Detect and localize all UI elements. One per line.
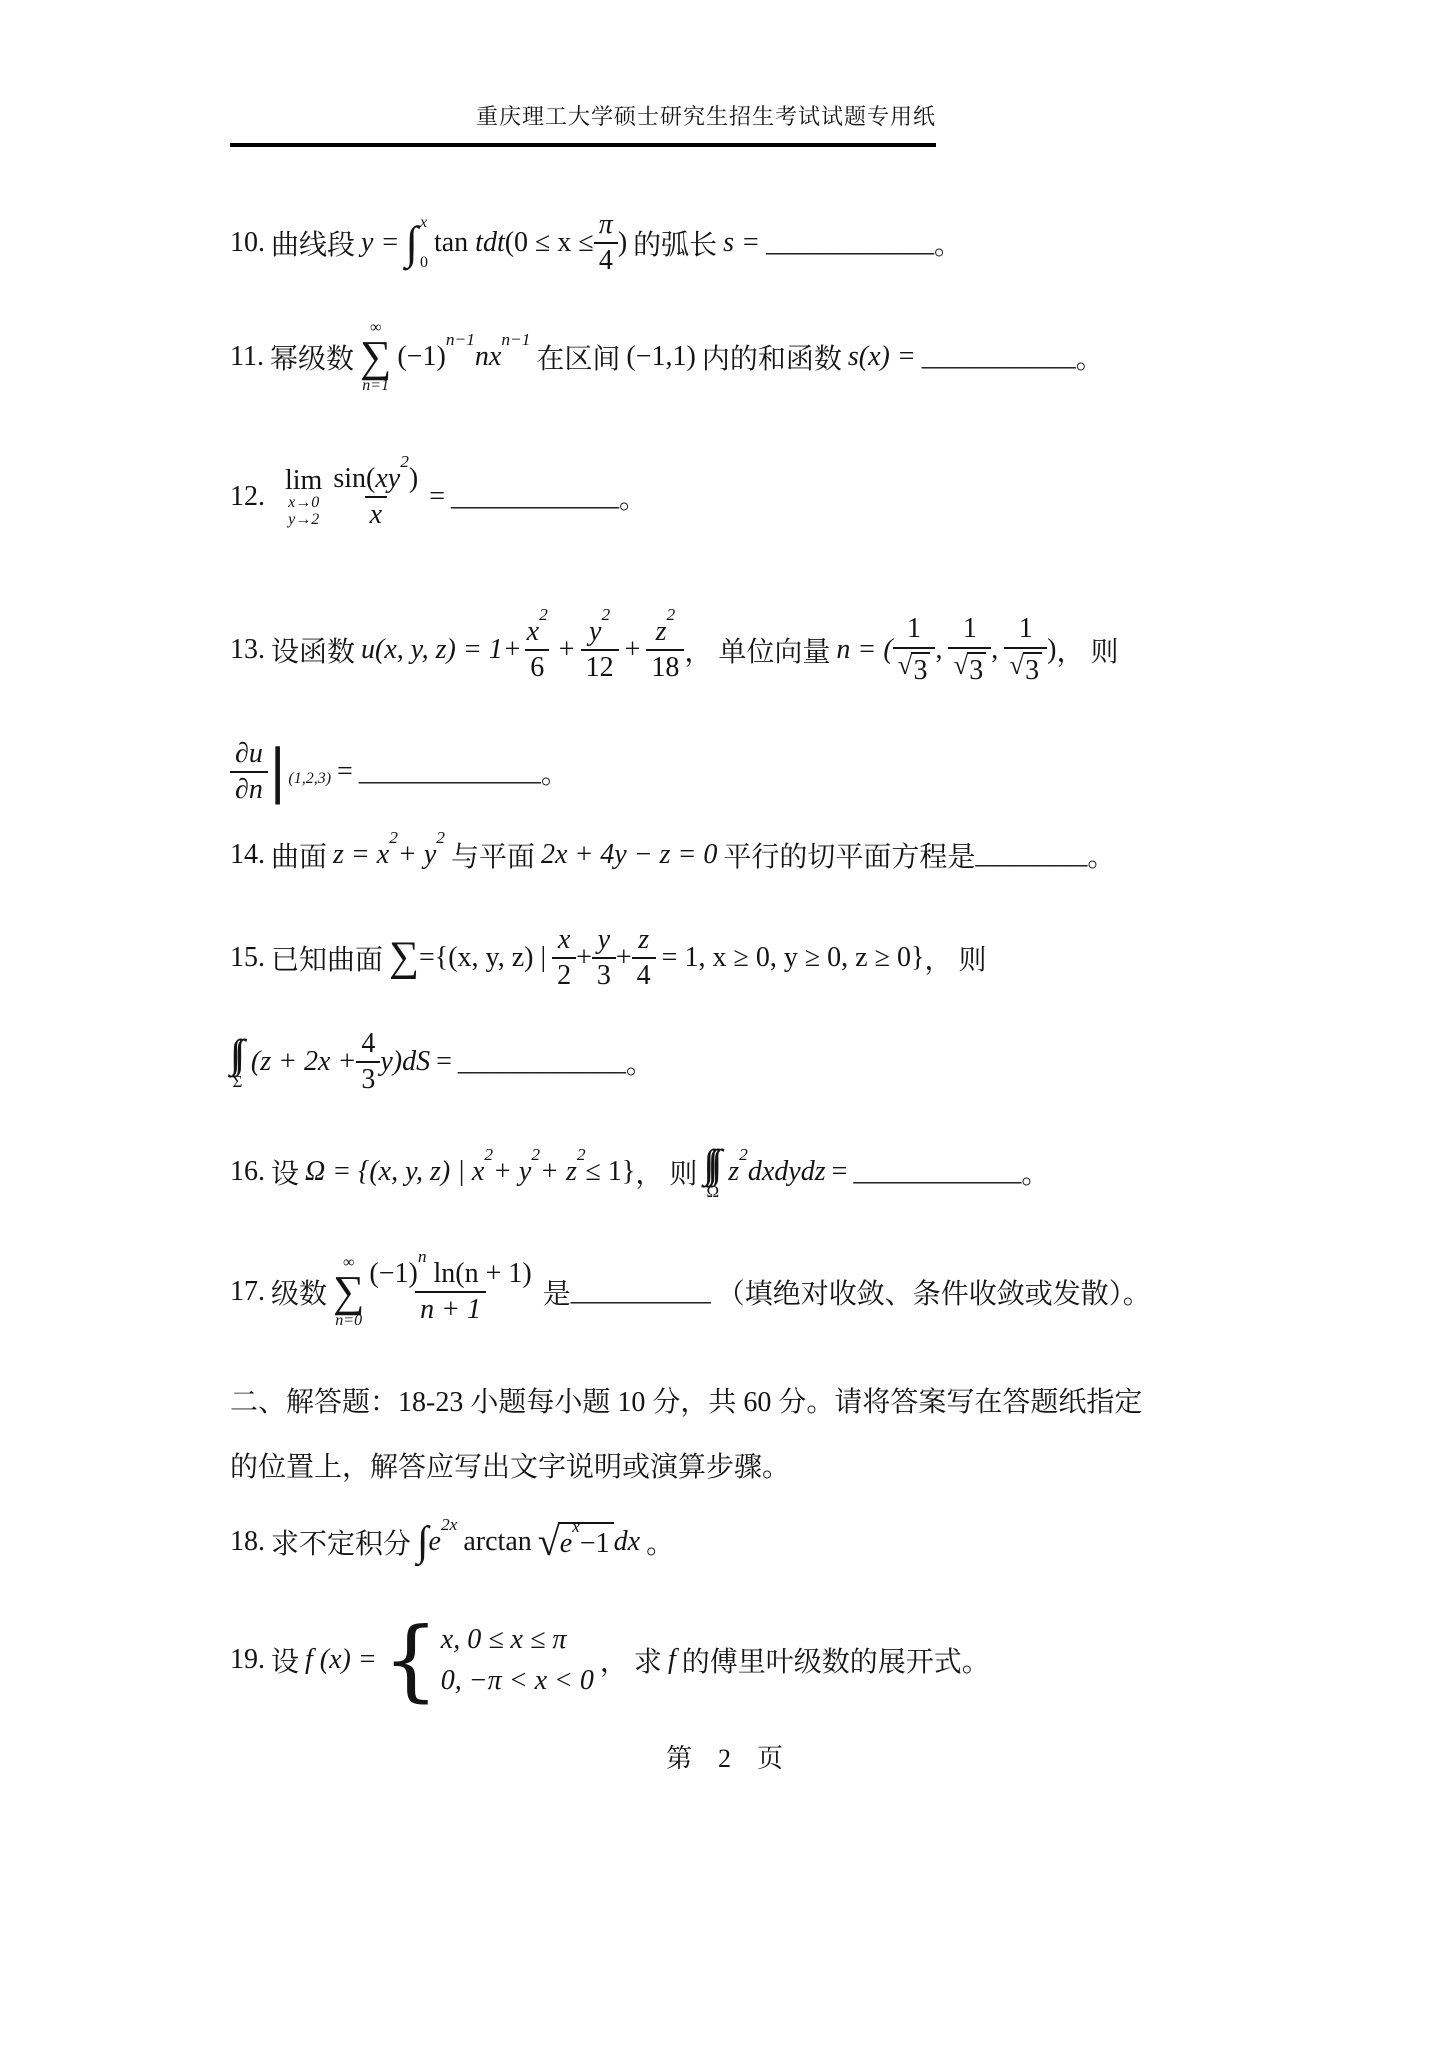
- fraction-x2-6: [522, 604, 553, 684]
- question-text: 求: [633, 1647, 662, 1678]
- math-variable: Ω = {(x, y, z) | x: [305, 1156, 485, 1187]
- answer-blank: ____________: [451, 481, 620, 512]
- superscript: n−1: [501, 330, 531, 350]
- fraction-numerator: [364, 1246, 536, 1291]
- superscript: 2: [436, 828, 445, 848]
- fraction-denominator: [893, 647, 936, 687]
- page-number: 第 2 页: [665, 1744, 783, 1773]
- comma: ,: [935, 634, 943, 665]
- question-16: [230, 1124, 1050, 1220]
- superscript: 2: [666, 604, 676, 624]
- fraction-denominator: 3: [356, 1061, 380, 1096]
- answer-blank: __________: [570, 1276, 711, 1307]
- question-text: 的弧长: [633, 230, 718, 261]
- section-2-line2: [230, 1445, 950, 1485]
- superscript: 2: [484, 1145, 494, 1165]
- period: 。: [540, 759, 569, 790]
- answer-blank: ___________: [921, 341, 1076, 372]
- comma: ,: [991, 634, 999, 665]
- question-text: 设: [271, 1647, 300, 1678]
- plus-sign: +: [624, 634, 641, 665]
- radicand: 3: [911, 652, 930, 687]
- fraction-4-3: [356, 1028, 380, 1096]
- math-fragment: [434, 227, 594, 259]
- superscript: x: [572, 1517, 580, 1537]
- math-fragment: ): [1047, 634, 1057, 665]
- question-number: 16.: [230, 1156, 265, 1187]
- fraction-numerator: 1: [1018, 613, 1033, 645]
- case-2: 0, −π < x < 0: [440, 1664, 594, 1696]
- question-13-line1: [230, 595, 1119, 705]
- summation: [360, 320, 391, 394]
- triple-integral: [703, 1140, 722, 1201]
- fraction-numerator: π: [598, 208, 613, 240]
- function-name: tan: [433, 227, 469, 258]
- fraction-numerator: [522, 604, 553, 649]
- period: 。: [646, 1529, 675, 1560]
- fraction-pi-4: [594, 209, 618, 277]
- section-heading: 二、解答题：18-23 小题每小题 10 分，共 60 分。请将答案写在答题纸指定: [230, 1387, 1143, 1418]
- math-variable: y: [589, 615, 602, 647]
- math-fragment: f (x) =: [305, 1644, 377, 1675]
- fraction-numerator: x: [557, 923, 571, 955]
- question-number: 10.: [230, 227, 265, 258]
- integral: [405, 212, 428, 274]
- math-variable: dxdydz: [747, 1156, 826, 1187]
- function-name: ln(n + 1): [433, 1257, 532, 1289]
- math-fragment: s =: [723, 227, 760, 258]
- question-number: 13.: [230, 634, 265, 665]
- fraction-denominator: [948, 647, 991, 687]
- period: 。: [625, 1049, 654, 1080]
- limit-sub-y: y→2: [288, 510, 320, 528]
- superscript: n−1: [445, 330, 475, 350]
- superscript: 2: [539, 604, 548, 624]
- sqrt: [1009, 649, 1042, 687]
- question-15-line1: [230, 908, 987, 1008]
- superscript: 2: [739, 1145, 748, 1165]
- question-text: 曲线段: [271, 230, 356, 261]
- superscript: 2: [601, 604, 611, 624]
- answer-blank: ____________: [457, 1046, 626, 1077]
- question-text: 在区间: [536, 344, 621, 375]
- answer-blank: ____________: [765, 227, 934, 258]
- period: 。: [1075, 344, 1104, 375]
- function-name: arctan: [463, 1526, 532, 1557]
- fraction-z2-18: [646, 604, 684, 684]
- question-17: [230, 1240, 1151, 1344]
- math-variable: + y: [493, 1156, 532, 1187]
- vertical-bar: |: [267, 737, 288, 806]
- question-text: 的傅里叶级数的展开式。: [681, 1647, 990, 1678]
- math-variable: tdt: [475, 227, 505, 258]
- question-text: 已知曲面: [271, 945, 384, 976]
- fraction-denominator: 4: [632, 957, 656, 992]
- comma: ，: [635, 1159, 664, 1190]
- math-fragment: ): [408, 462, 419, 494]
- page-header: [230, 100, 936, 147]
- math-fragment: (−1): [397, 341, 446, 372]
- fraction-denominator: 3: [592, 957, 616, 992]
- fraction-denominator: 2: [552, 957, 576, 992]
- math-fragment: y =: [361, 227, 400, 258]
- math-variable: e: [559, 1528, 573, 1559]
- comma: ，: [924, 945, 953, 976]
- integral-symbol: ∫: [417, 1519, 429, 1565]
- comma: ，: [684, 637, 713, 668]
- period: 。: [1087, 842, 1116, 873]
- superscript: 2: [531, 1145, 541, 1165]
- period: 。: [619, 484, 648, 515]
- comma: ，: [599, 1647, 628, 1678]
- sqrt: [897, 649, 931, 687]
- fraction-denominator: 12: [581, 649, 619, 684]
- math-fragment: =: [436, 1046, 452, 1077]
- fraction-numerator: ∂u: [235, 737, 263, 769]
- question-text: 求不定积分: [271, 1529, 412, 1560]
- question-text: 设: [271, 1159, 300, 1190]
- integral-upper-limit: x: [419, 214, 428, 231]
- sum-lower-limit: n=1: [362, 376, 390, 394]
- question-12: [230, 445, 950, 549]
- brace-symbol: {: [382, 1608, 439, 1711]
- fraction-1-sqrt3: [948, 613, 991, 686]
- question-text: 内的和函数: [701, 344, 842, 375]
- math-fragment: (z + 2x +: [250, 1046, 357, 1077]
- fraction-denominator: 4: [594, 242, 618, 277]
- math-fragment: =: [337, 756, 353, 787]
- math-variable: z: [655, 615, 667, 647]
- limit-sub-x: x→0: [288, 493, 320, 511]
- period: 。: [1021, 1159, 1050, 1190]
- fraction-numerator: [651, 604, 681, 649]
- fraction-denominator: [1004, 647, 1047, 687]
- superscript: 2: [389, 828, 398, 848]
- case-1: x, 0 ≤ x ≤ π: [440, 1623, 567, 1655]
- limit-word: lim: [285, 464, 323, 496]
- fraction: [364, 1246, 536, 1326]
- math-fragment: y)dS: [380, 1046, 431, 1077]
- plus-sign: +: [576, 942, 592, 973]
- fraction-y2-12: [581, 604, 619, 684]
- summation-symbol: ∑: [389, 934, 419, 981]
- superscript: 2: [576, 1145, 586, 1165]
- question-text: 曲面: [271, 842, 328, 873]
- math-fragment: =: [429, 481, 446, 512]
- math-variable: + y: [397, 839, 437, 870]
- math-fragment: (−1): [369, 1257, 418, 1289]
- superscript: 2: [400, 451, 409, 471]
- sqrt: [537, 1517, 614, 1564]
- question-15-line2: [230, 1010, 950, 1114]
- math-fragment: [428, 1515, 458, 1558]
- limit: [285, 466, 322, 529]
- math-fragment: (−1,1): [626, 341, 696, 372]
- comma: ，: [1056, 637, 1085, 668]
- double-integral-symbol: ∫∫: [230, 1030, 238, 1076]
- integral-limits: [420, 212, 428, 274]
- question-text: 单位向量: [718, 637, 831, 668]
- question-19: [230, 1608, 990, 1712]
- math-fragment: (0 ≤ x ≤: [504, 227, 594, 258]
- fraction-numerator: z: [638, 923, 650, 955]
- superscript: n: [417, 1246, 427, 1266]
- sqrt-symbol: √: [537, 1519, 560, 1564]
- sum-upper-limit: ∞: [369, 319, 382, 337]
- period: 。: [933, 230, 962, 261]
- math-fragment: n = (: [836, 634, 893, 665]
- question-text: （填绝对收敛、条件收敛或发散）。: [716, 1279, 1151, 1310]
- evaluation-bar: [267, 737, 332, 806]
- fraction-denominator: ∂n: [230, 771, 268, 806]
- function-name: sin(: [333, 462, 376, 494]
- integral-domain: Ω: [706, 1181, 720, 1201]
- question-number: 18.: [230, 1526, 265, 1557]
- math-variable: z: [728, 1156, 740, 1187]
- section-2-line1: [230, 1380, 1143, 1420]
- fraction-denominator: 18: [646, 649, 684, 684]
- math-fragment: ≤ 1}: [585, 1156, 636, 1187]
- question-text: 幂级数: [269, 344, 354, 375]
- header-title: 重庆理工大学硕士研究生招生考试试题专用纸: [475, 104, 936, 129]
- fraction-1-sqrt3: [893, 613, 936, 686]
- fraction-x-2: [552, 924, 576, 992]
- question-text: 则: [1090, 637, 1119, 668]
- radicand: 3: [1023, 652, 1042, 687]
- sum-upper-limit: ∞: [343, 1254, 355, 1272]
- summation-symbol: ∑: [359, 332, 392, 382]
- question-text: 则: [669, 1159, 698, 1190]
- fraction-denominator: n + 1: [415, 1291, 486, 1326]
- question-11: [230, 307, 1104, 407]
- math-fragment: [728, 1145, 826, 1188]
- math-fragment: ={(x, y, z) |: [418, 942, 547, 973]
- sqrt-symbol: √: [953, 649, 969, 680]
- question-text: 是: [542, 1279, 571, 1310]
- fraction-numerator: 1: [962, 613, 977, 645]
- math-fragment: [305, 1145, 636, 1188]
- fraction-y-3: [592, 924, 616, 992]
- integral-lower-limit: 0: [419, 254, 428, 271]
- math-variable: e: [428, 1526, 441, 1557]
- fraction-numerator: [328, 451, 423, 496]
- question-number: 17.: [230, 1276, 265, 1307]
- fraction: [328, 451, 423, 531]
- math-fragment: =: [831, 1156, 848, 1187]
- question-13-line2: [230, 725, 950, 819]
- answer-blank: _____________: [358, 756, 541, 787]
- summation: [333, 1255, 364, 1329]
- math-variable: nx: [474, 341, 502, 372]
- fraction-numerator: 4: [361, 1027, 376, 1059]
- integral-symbol: ∫: [405, 217, 418, 268]
- math-fragment: dx: [613, 1526, 641, 1557]
- fraction-1-sqrt3: [1004, 613, 1047, 686]
- sqrt-symbol: √: [897, 649, 913, 680]
- superscript: 2x: [440, 1515, 458, 1535]
- math-fragment: [397, 330, 531, 373]
- triple-integral-symbol: ∫∫∫: [703, 1140, 716, 1186]
- plus-sign: +: [615, 942, 632, 973]
- question-number: 11.: [230, 341, 264, 372]
- section-heading: 的位置上，解答应写出文字说明或演算步骤。: [230, 1452, 791, 1483]
- math-fragment: 2x + 4y − z = 0: [540, 839, 718, 870]
- math-fragment: −1: [579, 1528, 610, 1559]
- fraction-denominator: x: [365, 496, 387, 531]
- math-fragment: [333, 828, 445, 871]
- math-fragment: u(x, y, z) = 1+: [361, 634, 522, 665]
- sqrt: [953, 649, 986, 687]
- sqrt-symbol: √: [1009, 649, 1025, 680]
- summation-symbol: ∑: [333, 1267, 365, 1317]
- math-variable: xy: [375, 462, 401, 494]
- math-fragment: ): [617, 227, 628, 258]
- math-variable: x: [526, 615, 540, 647]
- question-number: 19.: [230, 1644, 265, 1675]
- evaluation-point: (1,2,3): [288, 769, 332, 787]
- case-list: [441, 1624, 594, 1697]
- math-variable: + z: [540, 1156, 577, 1187]
- radicand: [558, 1517, 614, 1560]
- page-footer: [0, 1738, 1449, 1775]
- fraction-denominator: 6: [525, 649, 549, 684]
- question-text: 平行的切平面方程是: [723, 842, 976, 873]
- math-fragment: = 1, x ≥ 0, y ≥ 0, z ≥ 0}: [661, 942, 925, 973]
- question-text: 级数: [271, 1279, 328, 1310]
- question-number: 14.: [230, 839, 265, 870]
- fraction-numerator: 1: [907, 613, 922, 645]
- question-number: 12.: [230, 481, 265, 512]
- question-10: [230, 197, 962, 289]
- fraction-du-dn: [230, 738, 268, 806]
- question-number: 15.: [230, 942, 265, 973]
- double-integral: [230, 1030, 245, 1091]
- answer-blank: ________: [975, 839, 1088, 870]
- integral-domain: Σ: [232, 1071, 243, 1091]
- radicand: 3: [967, 652, 986, 687]
- fraction-numerator: [584, 604, 615, 649]
- question-text: 设函数: [271, 637, 356, 668]
- math-variable: f: [667, 1644, 676, 1675]
- plus-sign: +: [558, 634, 575, 665]
- fraction-numerator: y: [597, 923, 611, 955]
- math-fragment: s(x) =: [847, 341, 916, 372]
- piecewise-cases: [382, 1608, 594, 1711]
- question-18: [230, 1511, 950, 1573]
- sum-lower-limit: n=0: [335, 1311, 363, 1329]
- question-text: 与平面: [450, 842, 535, 873]
- question-text: 则: [958, 945, 987, 976]
- answer-blank: ____________: [853, 1156, 1022, 1187]
- fraction-z-4: [632, 924, 656, 992]
- question-14: [230, 828, 1116, 881]
- math-variable: z = x: [333, 839, 390, 870]
